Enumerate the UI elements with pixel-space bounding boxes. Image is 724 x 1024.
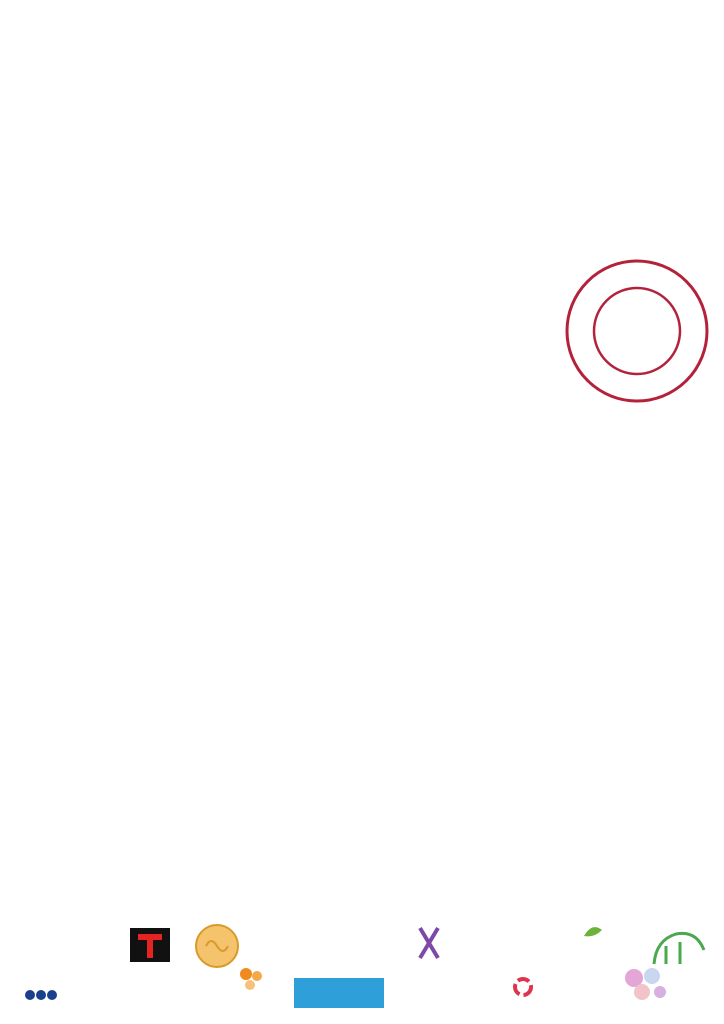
canceropole-logo [512,974,608,1008]
neurocentre-magendie-logo [620,964,720,1020]
brain-icon [192,920,242,970]
canceropole-ring-icon [512,976,534,998]
animalliance-logo [552,924,638,964]
leaf-icon [582,924,604,938]
janvier-x-icon [418,926,440,960]
biocrates-logo [248,928,348,968]
matachana-dots-icon [24,988,58,1002]
afstal-figure-icon [646,920,712,966]
neurocentre-dots-icon [620,964,672,1004]
organisation-block [176,828,716,832]
janvier-labs-logo [364,928,444,968]
tecniplast-logo [118,928,182,982]
tecniplast-mark-icon [130,928,170,962]
curie-dots-icon [238,966,264,992]
grey-mice-border [40,80,140,920]
fondation-arc-logo [294,978,384,1008]
charles-river-logo [456,930,546,964]
universite-bordeaux-logo [404,972,494,1006]
matachana-logo [12,984,182,1006]
afstal-logo [646,920,712,966]
3r-seal [562,256,712,406]
institut-curie-logo [210,966,290,1016]
